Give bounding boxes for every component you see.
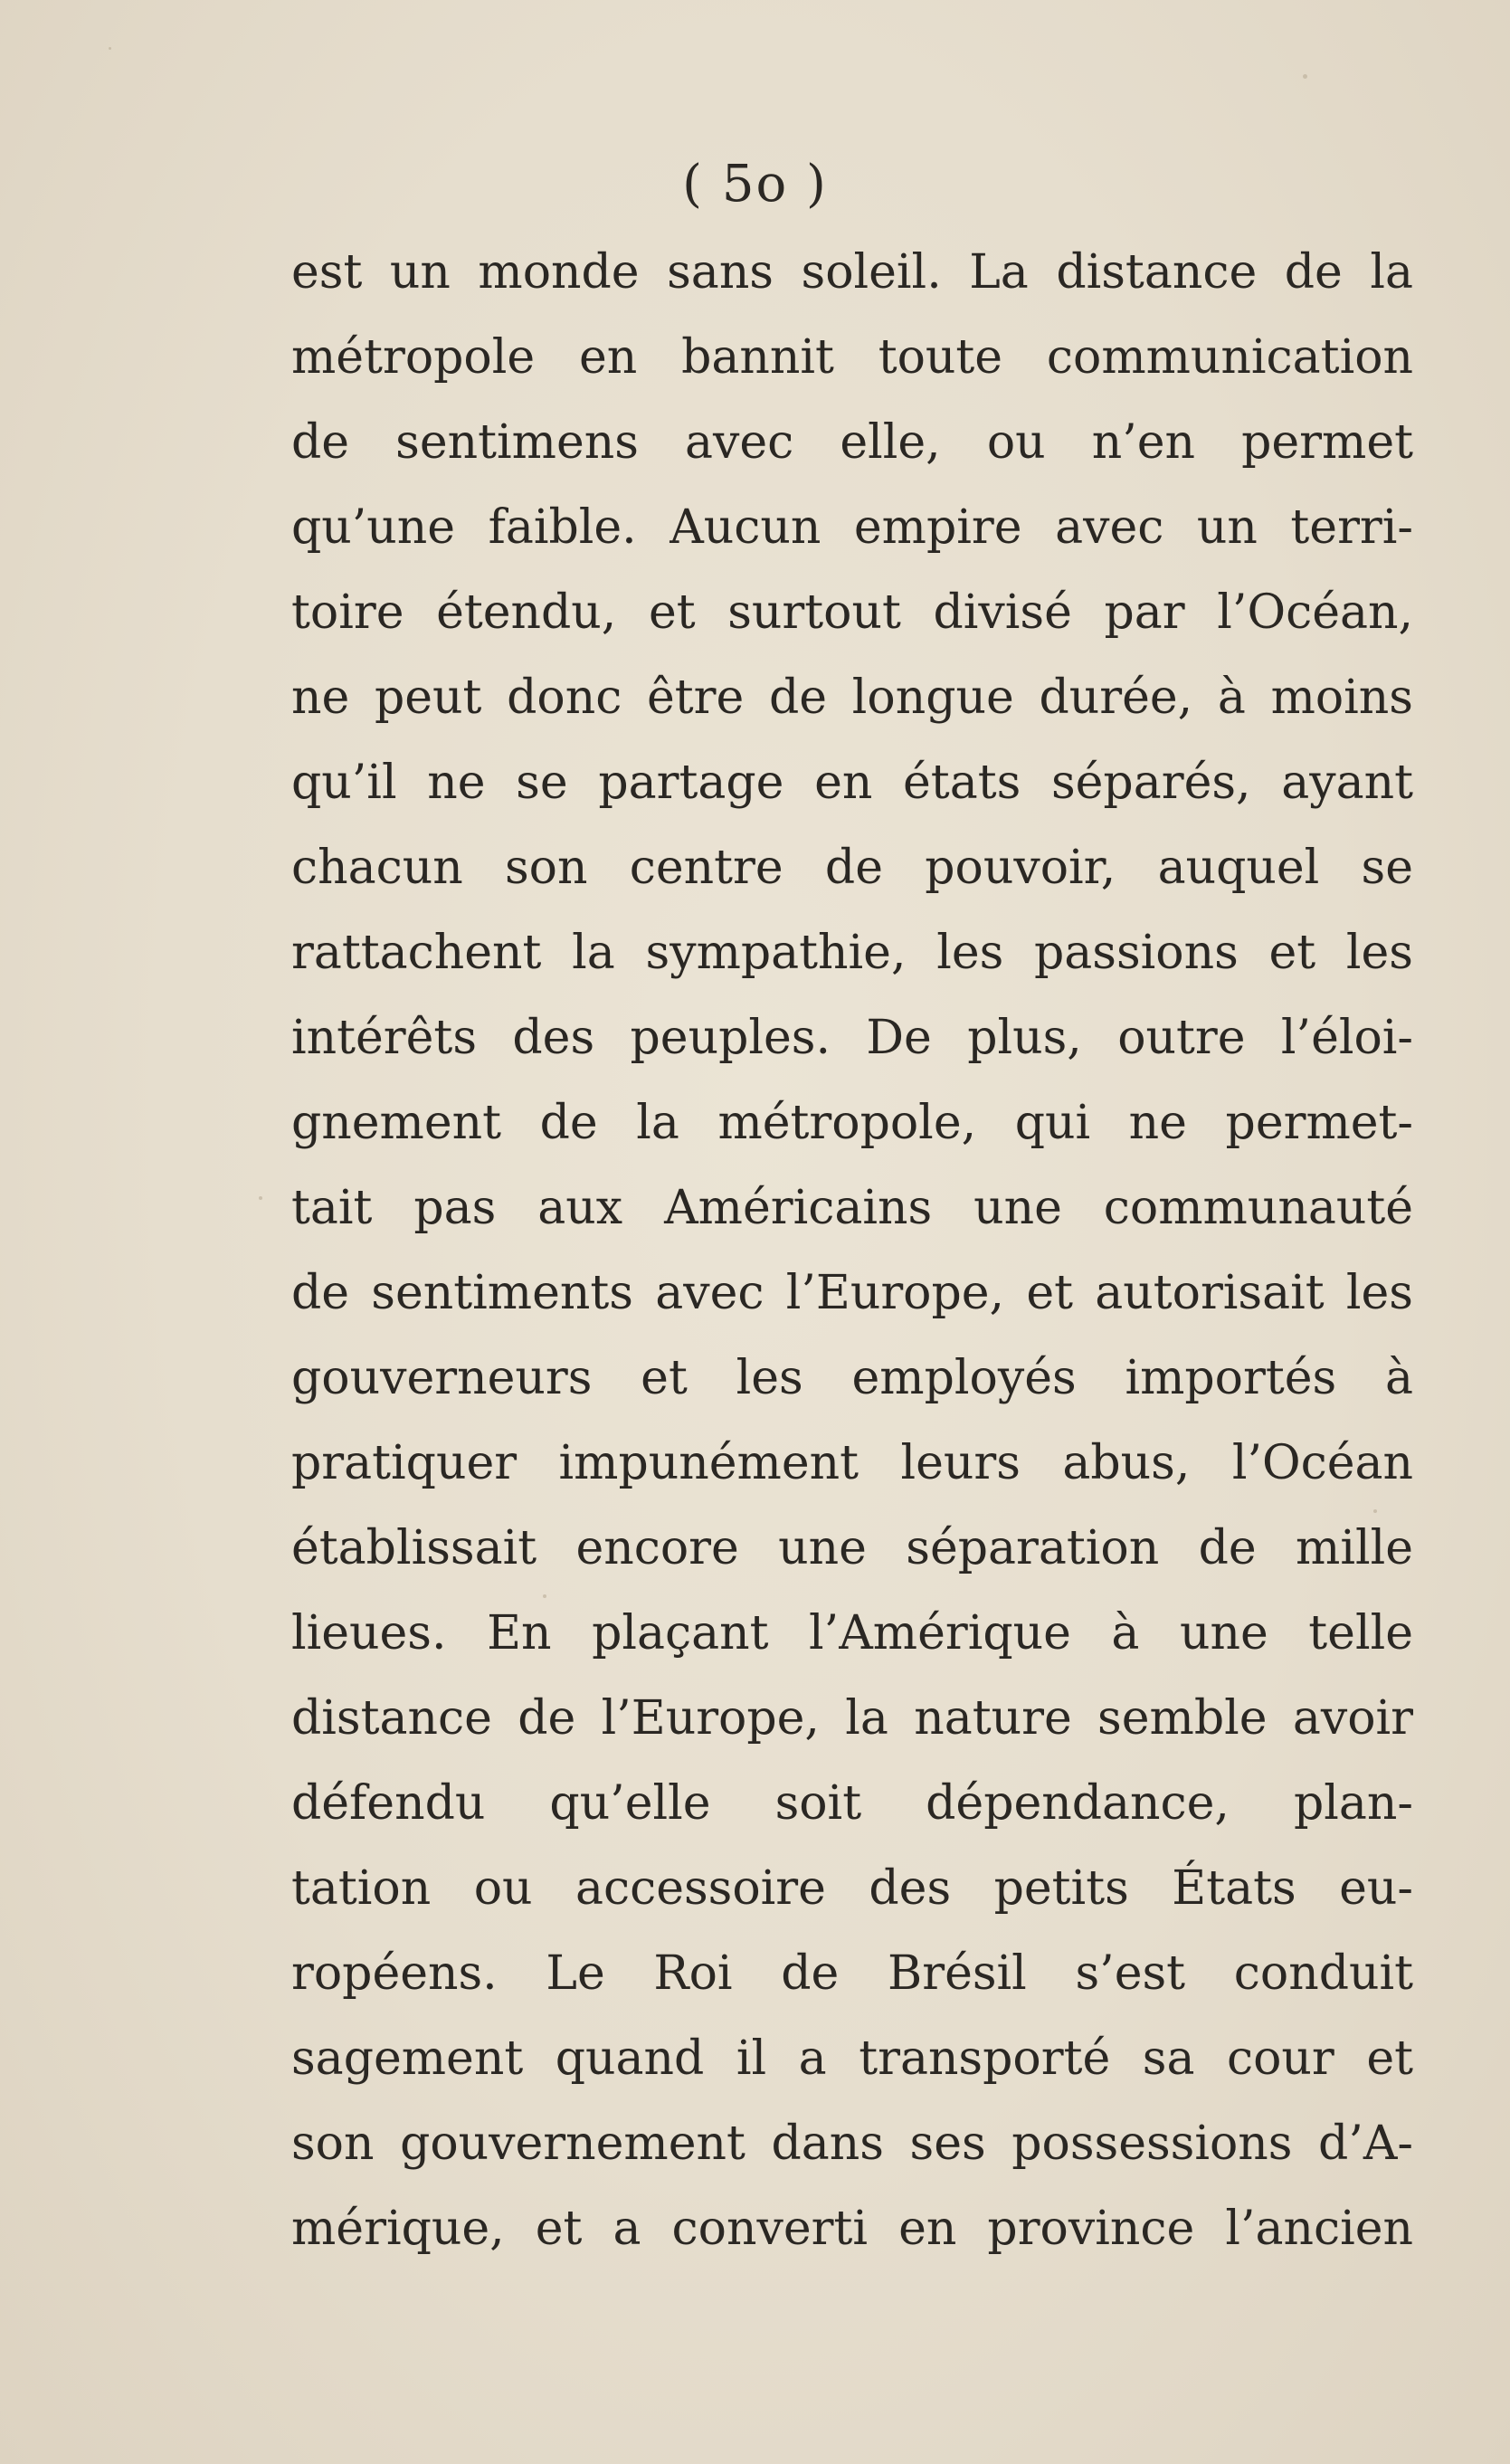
text-line: lieues. En plaçant l’Amérique à une telle	[291, 1606, 1413, 1660]
page-number: ( 5o )	[682, 155, 828, 214]
text-line: rattachent la sympathie, les passions et les	[291, 926, 1413, 980]
text-line: tait pas aux Américains une communauté	[291, 1181, 1413, 1235]
text-line: mérique, et a converti en province l’ancien	[291, 2202, 1413, 2256]
text-line: distance de l’Europe, la nature semble avoir	[291, 1691, 1413, 1746]
text-line: métropole en bannit toute communication	[291, 330, 1413, 385]
text-line: intérêts des peuples. De plus, outre l’éloi-	[291, 1011, 1413, 1065]
text-line: de sentimens avec elle, ou n’en permet	[291, 415, 1413, 470]
text-line: établissait encore une séparation de mille	[291, 1521, 1413, 1575]
text-line: qu’il ne se partage en états séparés, ayant	[291, 756, 1413, 810]
text-line: gnement de la métropole, qui ne permet-	[291, 1096, 1413, 1150]
text-line: chacun son centre de pouvoir, auquel se	[291, 841, 1413, 895]
text-line: gouverneurs et les employés importés à	[291, 1351, 1413, 1405]
text-line: de sentiments avec l’Europe, et autorisait les	[291, 1266, 1413, 1320]
text-line: tation ou accessoire des petits États eu-	[291, 1861, 1413, 1916]
body-text	[291, 230, 1413, 2271]
text-line: défendu qu’elle soit dépendance, plan-	[291, 1776, 1413, 1831]
text-line: pratiquer impunément leurs abus, l’Océan	[291, 1436, 1413, 1490]
paper-speck	[259, 1196, 262, 1200]
text-line: sagement quand il a transporté sa cour et	[291, 2031, 1413, 2086]
paper-speck	[1303, 74, 1307, 79]
text-line: est un monde sans soleil. La distance de la	[291, 245, 1413, 300]
text-line: qu’une faible. Aucun empire avec un terri-	[291, 500, 1413, 555]
text-line: toire étendu, et surtout divisé par l’Océan,	[291, 585, 1413, 640]
text-line: ropéens. Le Roi de Brésil s’est conduit	[291, 1946, 1413, 2001]
text-line: son gouvernement dans ses possessions d’A-	[291, 2117, 1413, 2171]
paper-speck	[109, 47, 111, 50]
text-line: ne peut donc être de longue durée, à moins	[291, 671, 1413, 725]
